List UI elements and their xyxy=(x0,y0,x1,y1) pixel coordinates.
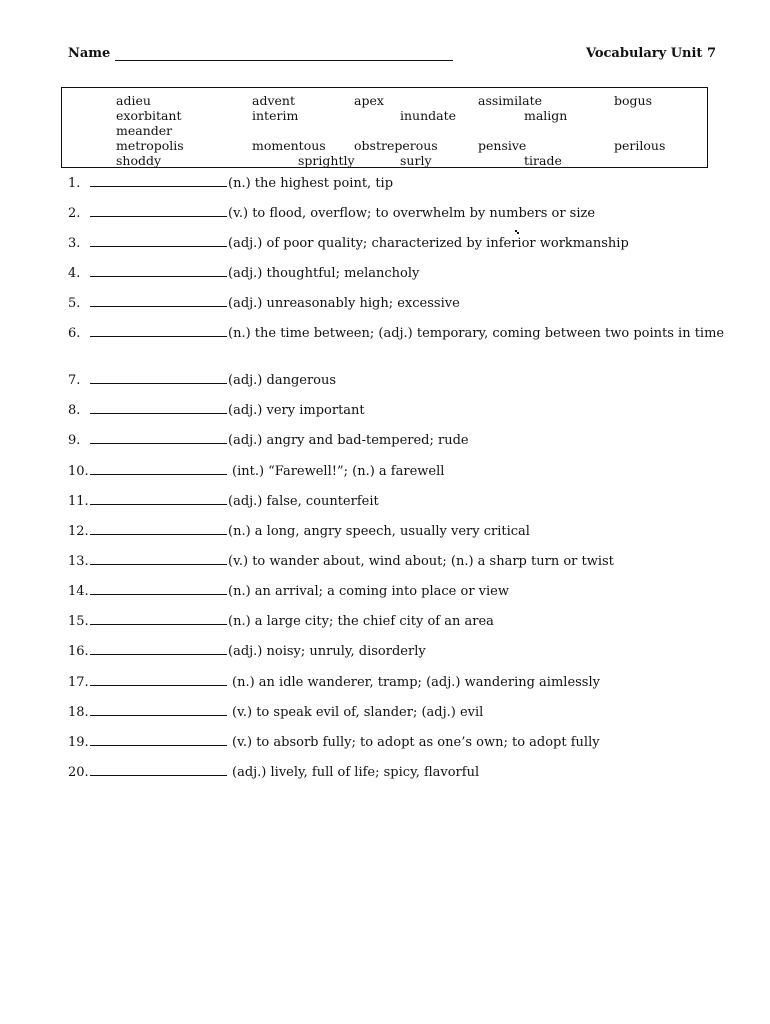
answer-blank[interactable] xyxy=(90,523,227,535)
word-bank-item: perilous xyxy=(614,138,666,153)
answer-blank[interactable] xyxy=(90,704,227,716)
question-definition: (n.) an idle wanderer, tramp; (adj.) wandering aimlessly xyxy=(232,675,600,690)
question-number: 15. xyxy=(68,614,89,629)
question-definition: (adj.) thoughtful; melancholy xyxy=(228,266,420,281)
question-item xyxy=(68,613,494,630)
question-item xyxy=(68,265,419,282)
word-bank-item: shoddy xyxy=(116,153,162,168)
question-number: 12. xyxy=(68,524,89,539)
question-item xyxy=(68,674,600,691)
answer-blank[interactable] xyxy=(90,175,227,187)
question-number: 5. xyxy=(68,296,81,311)
word-bank-item: assimilate xyxy=(478,93,543,108)
question-item xyxy=(68,432,469,449)
question-definition: (n.) a long, angry speech, usually very critical xyxy=(228,524,530,539)
question-definition: (adj.) false, counterfeit xyxy=(228,494,379,509)
answer-blank[interactable] xyxy=(90,613,227,625)
question-definition: (adj.) lively, full of life; spicy, flavorful xyxy=(232,765,480,780)
word-bank-item: surly xyxy=(400,153,432,168)
answer-blank[interactable] xyxy=(90,402,227,414)
word-bank xyxy=(61,87,708,168)
answer-blank[interactable] xyxy=(90,643,227,655)
question-number: 16. xyxy=(68,644,89,659)
question-item xyxy=(68,523,530,540)
word-bank-item: adieu xyxy=(116,93,151,108)
word-bank-item: exorbitant xyxy=(116,108,182,123)
question-definition: (adj.) very important xyxy=(228,403,365,418)
question-number: 8. xyxy=(68,403,81,418)
question-item xyxy=(68,493,379,510)
answer-blank[interactable] xyxy=(90,325,227,337)
answer-blank[interactable] xyxy=(90,432,227,444)
question-number: 13. xyxy=(68,554,89,569)
answer-blank[interactable] xyxy=(90,764,227,776)
question-number: 14. xyxy=(68,584,89,599)
question-number: 11. xyxy=(68,494,89,509)
question-number: 10. xyxy=(68,464,89,479)
word-bank-item: pensive xyxy=(478,138,527,153)
answer-blank[interactable] xyxy=(90,295,227,307)
question-item xyxy=(68,372,336,389)
answer-blank[interactable] xyxy=(90,493,227,505)
question-definition: (v.) to speak evil of, slander; (adj.) evil xyxy=(232,705,484,720)
question-definition: (v.) to absorb fully; to adopt as one’s own; to adopt fully xyxy=(232,735,600,750)
question-item xyxy=(68,205,595,222)
word-bank-item: sprightly xyxy=(298,153,355,168)
answer-blank[interactable] xyxy=(90,205,227,217)
answer-blank[interactable] xyxy=(90,463,227,475)
question-item xyxy=(68,175,393,192)
question-item xyxy=(68,704,483,721)
word-bank-item: apex xyxy=(354,93,384,108)
question-number: 1. xyxy=(68,176,81,191)
question-number: 18. xyxy=(68,705,89,720)
question-definition: (int.) “Farewell!”; (n.) a farewell xyxy=(232,464,445,479)
question-item xyxy=(68,764,479,781)
question-number: 17. xyxy=(68,675,89,690)
word-bank-item: inundate xyxy=(400,108,457,123)
word-bank-item: tirade xyxy=(524,153,562,168)
question-definition: (adj.) noisy; unruly, disorderly xyxy=(228,644,426,659)
question-definition: (n.) an arrival; a coming into place or view xyxy=(228,584,509,599)
word-bank-item: metropolis xyxy=(116,138,184,153)
answer-blank[interactable] xyxy=(90,235,227,247)
question-number: 7. xyxy=(68,373,81,388)
word-bank-item: bogus xyxy=(614,93,652,108)
question-definition: (n.) a large city; the chief city of an area xyxy=(228,614,494,629)
question-number: 9. xyxy=(68,433,81,448)
word-bank-item: advent xyxy=(252,93,295,108)
question-item xyxy=(68,295,460,312)
question-definition: (v.) to flood, overflow; to overwhelm by numbers or size xyxy=(228,206,596,221)
question-number: 2. xyxy=(68,206,81,221)
question-item xyxy=(68,235,629,252)
question-definition: (adj.) unreasonably high; excessive xyxy=(228,296,460,311)
worksheet-header xyxy=(68,46,716,66)
question-definition: (adj.) dangerous xyxy=(228,373,337,388)
word-bank-item: meander xyxy=(116,123,173,138)
name-field[interactable] xyxy=(115,60,453,61)
question-definition: (n.) the highest point, tip xyxy=(228,176,394,191)
answer-blank[interactable] xyxy=(90,734,227,746)
answer-blank[interactable] xyxy=(90,372,227,384)
question-item xyxy=(68,325,724,342)
answer-blank[interactable] xyxy=(90,553,227,565)
word-bank-item: malign xyxy=(524,108,568,123)
question-number: 20. xyxy=(68,765,89,780)
question-definition: (v.) to wander about, wind about; (n.) a sharp turn or twist xyxy=(228,554,614,569)
question-number: 4. xyxy=(68,266,81,281)
question-item xyxy=(68,583,509,600)
question-definition: (adj.) angry and bad-tempered; rude xyxy=(228,433,469,448)
worksheet-title: Vocabulary Unit 7 xyxy=(585,46,716,61)
answer-blank[interactable] xyxy=(90,265,227,277)
word-bank-item: momentous xyxy=(252,138,326,153)
name-label: Name xyxy=(68,46,111,61)
question-item xyxy=(68,463,444,480)
question-item xyxy=(68,402,365,419)
question-number: 19. xyxy=(68,735,89,750)
word-bank-item: obstreperous xyxy=(354,138,438,153)
question-definition: (adj.) of poor quality; characterized by inferior workmanship xyxy=(228,236,629,251)
answer-blank[interactable] xyxy=(90,583,227,595)
question-item xyxy=(68,734,600,751)
question-definition: (n.) the time between; (adj.) temporary, coming between two points in time xyxy=(228,326,725,341)
answer-blank[interactable] xyxy=(90,674,227,686)
question-item xyxy=(68,643,426,660)
question-number: 6. xyxy=(68,326,81,341)
word-bank-item: interim xyxy=(252,108,299,123)
question-item xyxy=(68,553,614,570)
question-number: 3. xyxy=(68,236,81,251)
mouse-cursor-icon xyxy=(515,230,519,234)
